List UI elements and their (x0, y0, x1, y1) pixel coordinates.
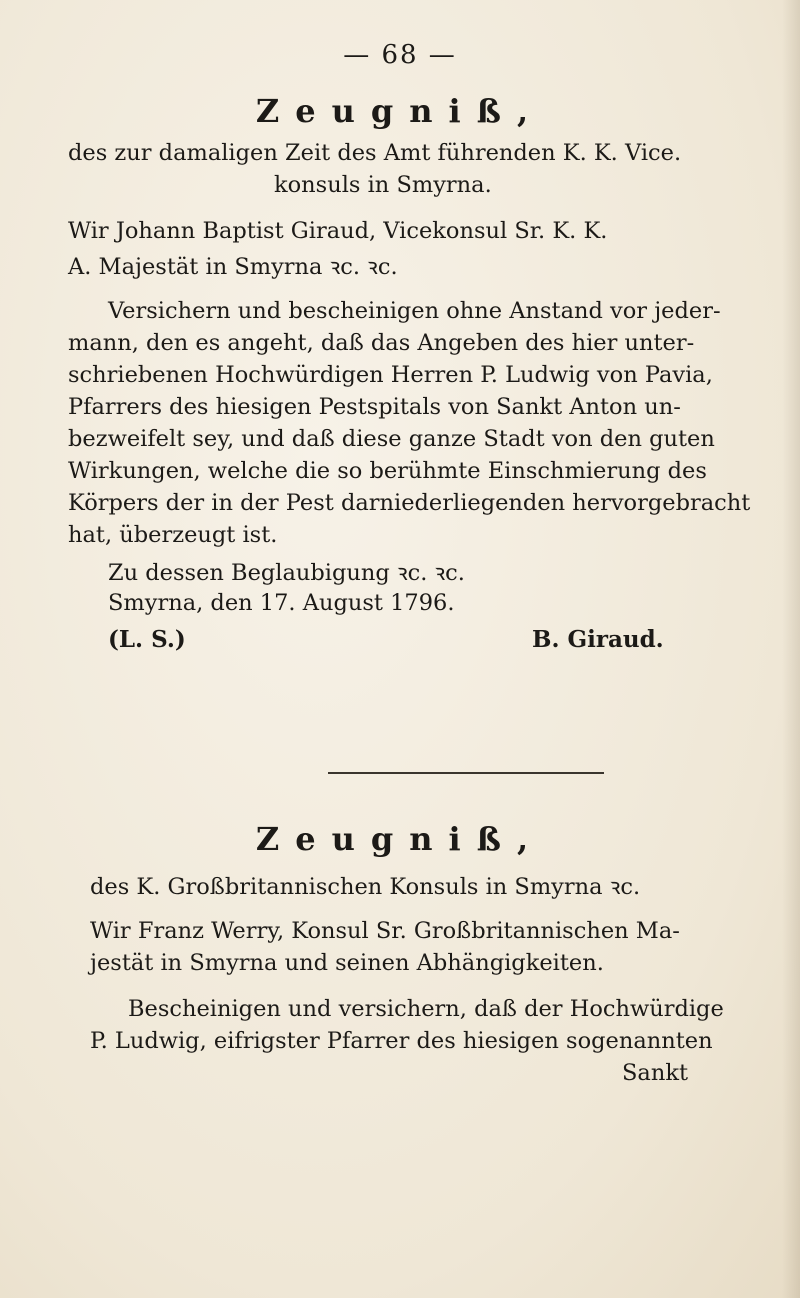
signature: B. Giraud. (532, 626, 664, 653)
certificate-1-line: A. Majestät in Smyrna ꝛc. ꝛc. (68, 254, 398, 280)
certificate-1-line: Wirkungen, welche die so berühmte Einschmierung des (68, 458, 707, 484)
certificate-1-line: des zur damaligen Zeit des Amt führenden K. K. Vice. (68, 140, 682, 166)
certificate-1-line: konsuls in Smyrna. (274, 172, 492, 198)
certificate-1-line: schriebenen Hochwürdigen Herren P. Ludwig von Pavia, (68, 362, 713, 388)
certificate-1-line: Smyrna, den 17. August 1796. (108, 590, 455, 616)
certificate-1-line: Versichern und bescheinigen ohne Anstand vor jeder- (108, 298, 721, 324)
page-edge-shadow (782, 0, 800, 1298)
certificate-2-line: Wir Franz Werry, Konsul Sr. Großbritannischen Ma- (90, 918, 680, 944)
certificate-1-title: Zeugniß, (255, 92, 545, 130)
certificate-1-line: mann, den es angeht, daß das Angeben des hier unter- (68, 330, 695, 356)
page-number: — 68 — (343, 40, 457, 70)
certificate-1-line: Körpers der in der Pest darniederliegenden hervorgebracht (68, 490, 751, 516)
certificate-2-line: des K. Großbritannischen Konsuls in Smyrna ꝛc. (90, 874, 641, 900)
certificate-1-line: Zu dessen Beglaubigung ꝛc. ꝛc. (108, 560, 465, 586)
certificate-2-line: P. Ludwig, eifrigster Pfarrer des hiesigen sogenannten (90, 1028, 713, 1054)
certificate-2-line: jestät in Smyrna und seinen Abhängigkeiten. (90, 950, 604, 976)
certificate-1-line: bezweifelt sey, und daß diese ganze Stadt von den guten (68, 426, 715, 452)
seal-mark: (L. S.) (108, 626, 186, 653)
certificate-1-line: Pfarrers des hiesigen Pestspitals von Sankt Anton un- (68, 394, 681, 420)
certificate-2-line: Sankt (622, 1060, 688, 1086)
certificate-1-line: hat, überzeugt ist. (68, 522, 278, 548)
certificate-2-title: Zeugniß, (255, 820, 545, 858)
certificate-2-line: Bescheinigen und versichern, daß der Hochwürdige (128, 996, 724, 1022)
certificate-1-line: Wir Johann Baptist Giraud, Vicekonsul Sr. K. K. (68, 218, 608, 244)
section-divider (328, 772, 604, 774)
